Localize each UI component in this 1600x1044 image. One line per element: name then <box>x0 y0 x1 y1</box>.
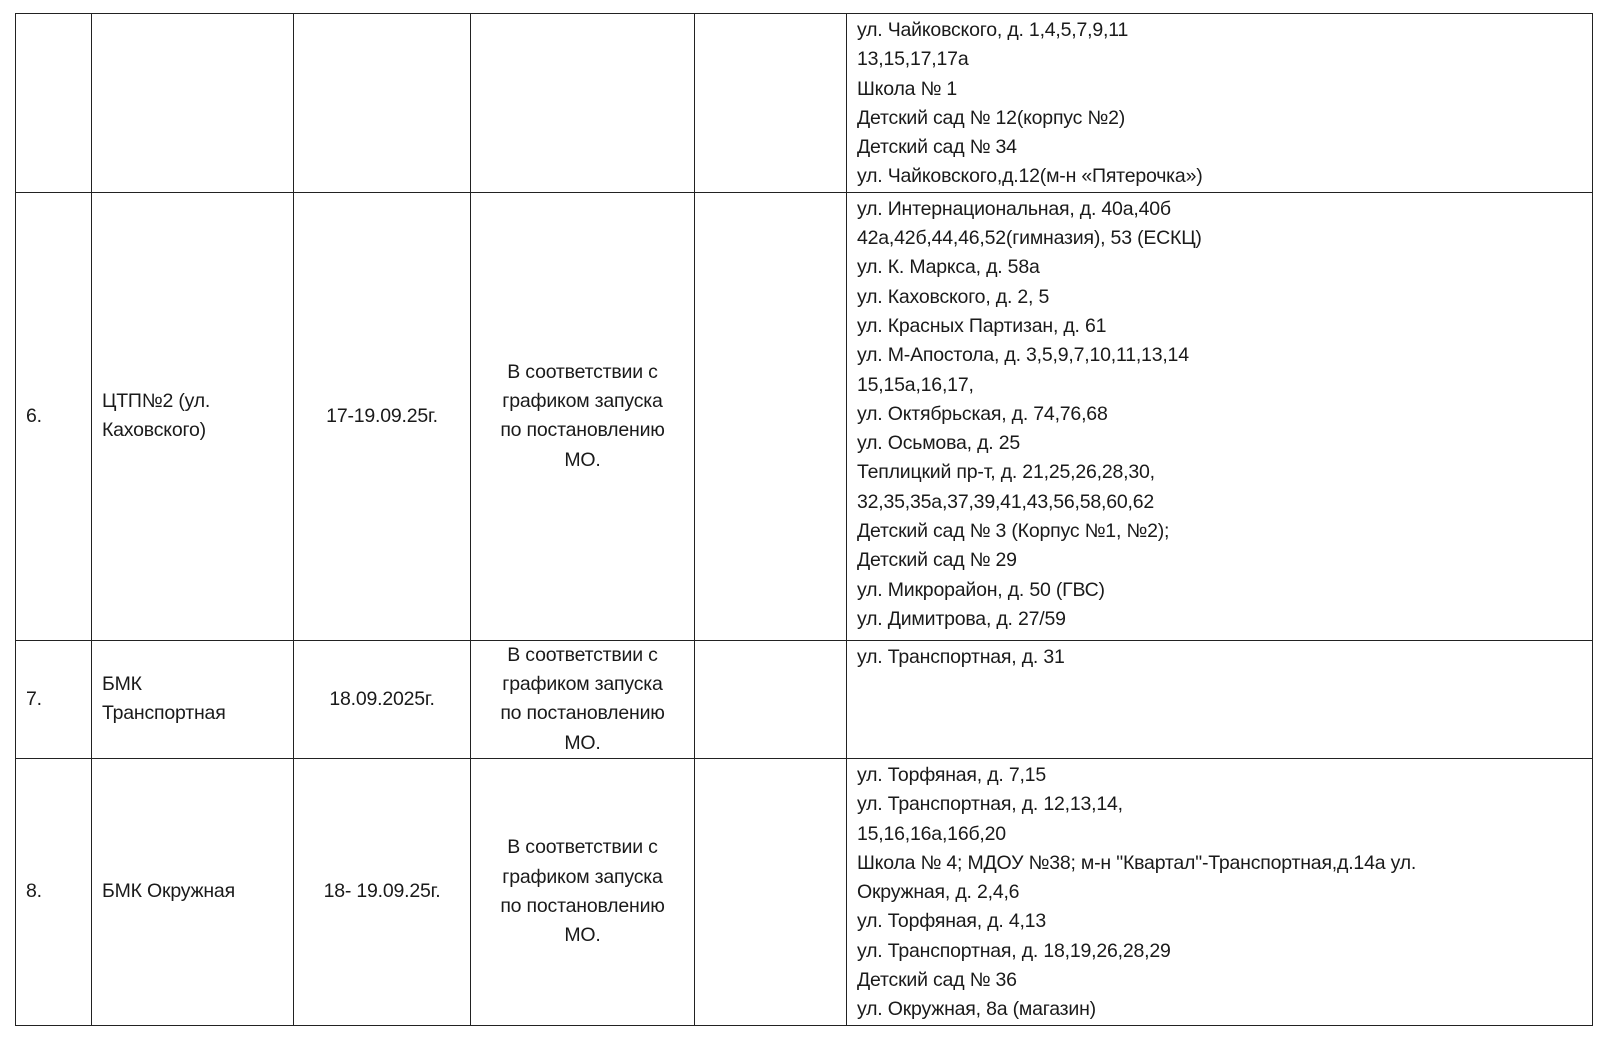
address-line: 15,16,16а,16б,20 <box>857 822 1006 845</box>
addresses-cell <box>847 640 1593 758</box>
addresses-cell <box>847 758 1593 1025</box>
table-row <box>16 14 1593 193</box>
address-line: 32,35,35а,37,39,41,43,56,58,60,62 <box>857 490 1155 513</box>
address-line: ул. Транспортная, д. 18,19,26,28,29 <box>857 939 1171 962</box>
address-line: Теплицкий пр-т, д. 21,25,26,28,30, <box>857 461 1155 484</box>
address-line: ул. Красных Партизан, д. 61 <box>857 314 1107 337</box>
note-cell <box>471 14 695 193</box>
table-row <box>16 758 1593 1025</box>
address-line: ул. Транспортная, д. 31 <box>857 645 1065 668</box>
heating-schedule-table <box>15 13 1593 1026</box>
row-number: 8. <box>26 880 42 903</box>
heat-source-cell <box>92 640 294 758</box>
note-line: В соответствии с <box>507 360 658 383</box>
note-line: графиком запуска <box>502 673 663 696</box>
address-line: ул. Транспортная, д. 12,13,14, <box>857 793 1123 816</box>
address-line: Окружная, д. 2,4,6 <box>857 881 1020 904</box>
heat-source-line: БМК Окружная <box>102 880 235 903</box>
row-number: 6. <box>26 404 42 427</box>
heat-source-line: БМК <box>102 673 142 696</box>
note-cell <box>471 192 695 640</box>
table-row <box>16 192 1593 640</box>
dates-cell <box>294 640 471 758</box>
address-line: ул. М-Апостола, д. 3,5,9,7,10,11,13,14 <box>857 344 1189 367</box>
address-line: ул. Интернациональная, д. 40а,40б <box>857 197 1171 220</box>
row-number: 7. <box>26 687 42 710</box>
addresses-cell <box>847 192 1593 640</box>
note-cell <box>471 640 695 758</box>
address-line: ул. Каховского, д. 2, 5 <box>857 285 1050 308</box>
heat-source-line: Каховского) <box>102 419 206 442</box>
dates-cell <box>294 758 471 1025</box>
note-line: по постановлению <box>500 419 665 442</box>
dates: 17-19.09.25г. <box>326 404 438 427</box>
address-line: ул. Торфяная, д. 7,15 <box>857 763 1046 786</box>
row-number-cell <box>16 758 92 1025</box>
note-line: В соответствии с <box>507 643 658 666</box>
address-line: 15,15а,16,17, <box>857 373 974 396</box>
row-number-cell <box>16 14 92 193</box>
address-line: Детский сад № 3 (Корпус №1, №2); <box>857 520 1170 543</box>
note-line: по постановлению <box>500 894 665 917</box>
note-line: МО. <box>564 731 601 754</box>
extra-cell <box>695 14 847 193</box>
extra-cell <box>695 758 847 1025</box>
address-line: Детский сад № 34 <box>857 136 1017 159</box>
heat-source-cell <box>92 14 294 193</box>
heat-source-cell <box>92 192 294 640</box>
address-line: ул. К. Маркса, д. 58а <box>857 256 1040 279</box>
heat-source-line: ЦТП№2 (ул. <box>102 389 211 412</box>
dates-cell <box>294 14 471 193</box>
dates: 18- 19.09.25г. <box>323 880 441 903</box>
dates-cell <box>294 192 471 640</box>
address-line: Детский сад № 12(корпус №2) <box>857 106 1126 129</box>
addresses-cell <box>847 14 1593 193</box>
table-body <box>16 14 1593 1026</box>
heat-source-line: Транспортная <box>102 702 226 725</box>
note-line: МО. <box>564 924 601 947</box>
note-line: МО. <box>564 448 601 471</box>
table-row <box>16 640 1593 758</box>
address-line: ул. Торфяная, д. 4,13 <box>857 910 1046 933</box>
address-line: ул. Октябрьская, д. 74,76,68 <box>857 402 1108 425</box>
note-line: В соответствии с <box>507 836 658 859</box>
address-line: Детский сад № 29 <box>857 549 1017 572</box>
address-line: Детский сад № 36 <box>857 969 1017 992</box>
dates: 18.09.2025г. <box>329 687 435 710</box>
address-line: ул. Осьмова, д. 25 <box>857 432 1020 455</box>
address-line: ул. Чайковского,д.12(м-н «Пятерочка») <box>857 165 1203 188</box>
extra-cell <box>695 192 847 640</box>
heat-source-cell <box>92 758 294 1025</box>
note-line: графиком запуска <box>502 389 663 412</box>
address-line: Школа № 1 <box>857 77 958 100</box>
address-line: 42а,42б,44,46,52(гимназия), 53 (ЕСКЦ) <box>857 227 1202 250</box>
address-line: 13,15,17,17а <box>857 48 969 71</box>
address-line: ул. Чайковского, д. 1,4,5,7,9,11 <box>857 19 1129 41</box>
address-line: ул. Микрорайон, д. 50 (ГВС) <box>857 578 1105 601</box>
row-number-cell <box>16 192 92 640</box>
note-cell <box>471 758 695 1025</box>
extra-cell <box>695 640 847 758</box>
note-line: по постановлению <box>500 702 665 725</box>
address-line: ул. Димитрова, д. 27/59 <box>857 607 1066 630</box>
note-line: графиком запуска <box>502 865 663 888</box>
row-number-cell <box>16 640 92 758</box>
address-line: Школа № 4; МДОУ №38; м-н "Квартал"-Транспортная,д.14а ул. <box>857 851 1417 874</box>
address-line: ул. Окружная, 8а (магазин) <box>857 998 1096 1021</box>
